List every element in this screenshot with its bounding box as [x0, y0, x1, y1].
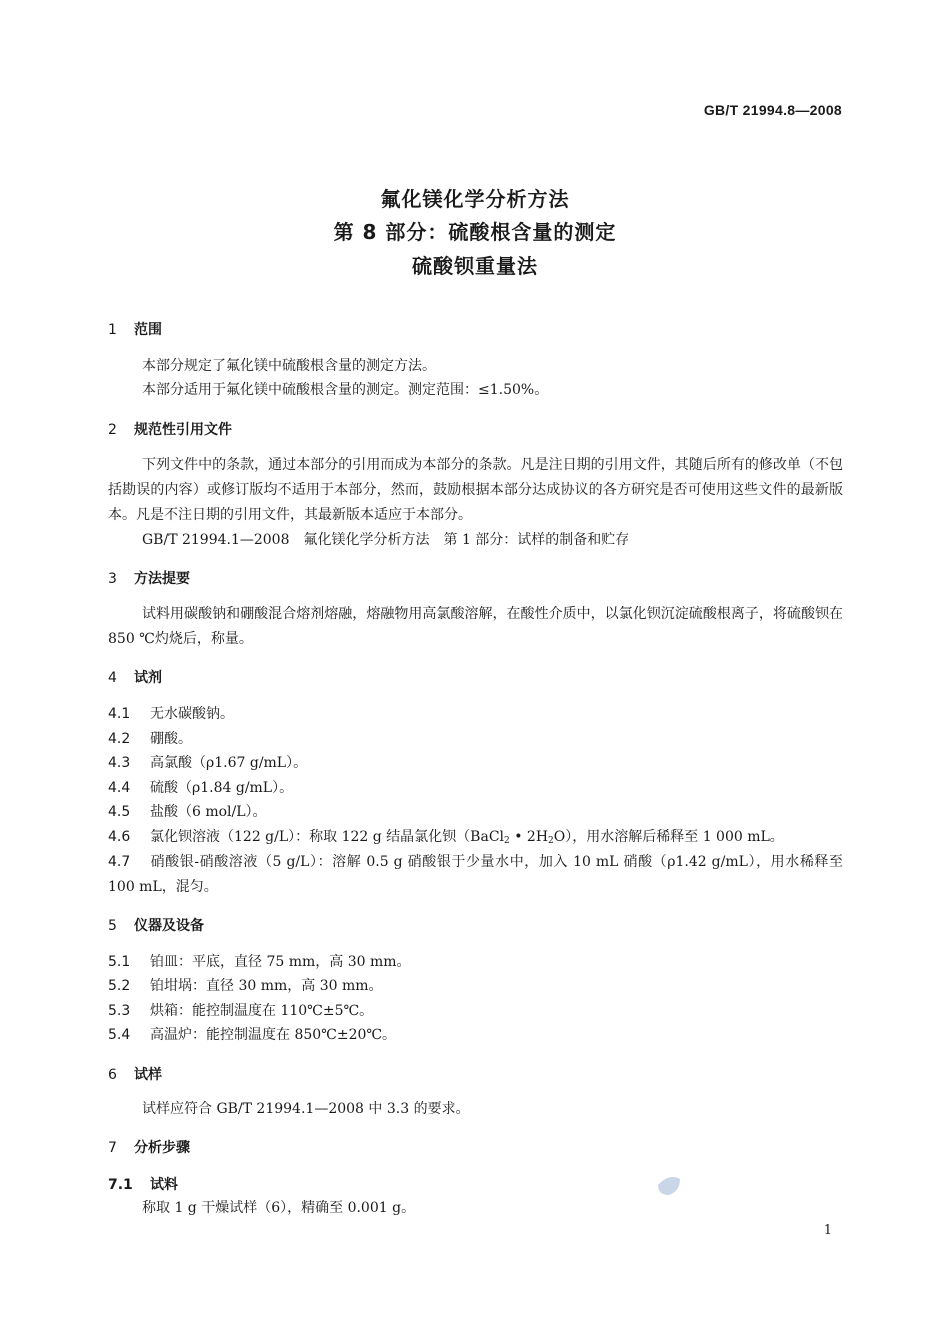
section-number: 2 [108, 422, 117, 438]
s7-1-paragraph-1: 称取 1 g 干燥试样（6），精确至 0.001 g。 [142, 1200, 416, 1216]
item-text-c: O），用水溶解后稀释至 1 000 mL。 [553, 829, 784, 845]
section-title: 规范性引用文件 [134, 422, 232, 438]
doc-title-line3: 硫酸钡重量法 [412, 254, 538, 278]
item-number: 4.5 [108, 804, 131, 820]
section-title: 范围 [134, 322, 162, 338]
list-item [108, 999, 843, 1024]
section-6-heading [108, 1064, 162, 1084]
s3-paragraph-1: 试料用碳酸钠和硼酸混合熔剂熔融，熔融物用高氯酸溶解，在酸性介质中，以氯化钡沉淀硫酸根离子，将硫酸钡在 850 ℃灼烧后，称量。 [108, 606, 843, 647]
item-number: 4.7 [108, 854, 131, 870]
subsection-title: 试料 [150, 1177, 178, 1193]
item-text: 硝酸银-硝酸溶液（5 g/L）：溶解 0.5 g 硝酸银于少量水中，加入 10 mL 硝酸（ρ1.42 g/mL），用水稀释至 100 mL，混匀。 [108, 854, 843, 895]
doc-title-line1: 氟化镁化学分析方法 [380, 187, 570, 211]
item-number: 4.2 [108, 731, 131, 747]
item-number: 4.6 [108, 829, 131, 845]
section-title: 试剂 [134, 670, 162, 686]
list-item [108, 702, 843, 727]
item-text: 盐酸（6 mol/L）。 [150, 804, 267, 820]
section-title: 试样 [134, 1067, 162, 1083]
s6-paragraph-1: 试样应符合 GB/T 21994.1—2008 中 3.3 的要求。 [142, 1101, 470, 1117]
s1-paragraph-1: 本部分规定了氟化镁中硫酸根含量的测定方法。 [142, 358, 436, 374]
list-item [108, 776, 843, 801]
section-4-heading [108, 667, 162, 687]
standard-code: GB/T 21994.8—2008 [703, 102, 842, 118]
section-5-heading [108, 915, 204, 935]
item-number: 5.2 [108, 978, 131, 994]
item-text: 铂皿：平底，直径 75 mm，高 30 mm。 [150, 954, 411, 970]
item-text: 无水碳酸钠。 [150, 706, 234, 722]
section-1-heading [108, 319, 162, 339]
item-text: 高氯酸（ρ1.67 g/mL）。 [150, 755, 308, 771]
section-2-heading [108, 419, 232, 439]
item-number: 5.1 [108, 954, 131, 970]
section-number: 6 [108, 1067, 117, 1083]
list-item [108, 1023, 843, 1048]
section-7-heading [108, 1137, 190, 1157]
item-text: 烘箱：能控制温度在 110℃±5℃。 [150, 1003, 374, 1019]
item-text-a: 氯化钡溶液（122 g/L）：称取 122 g 结晶氯化钡（BaCl [150, 829, 505, 845]
s2-reference: GB/T 21994.1—2008 氟化镁化学分析方法 第 1 部分：试样的制备和贮存 [142, 532, 630, 548]
list-item [108, 850, 843, 900]
subsection-number: 7.1 [108, 1177, 133, 1193]
page-number: 1 [823, 1223, 832, 1238]
section-title: 方法提要 [134, 571, 190, 587]
list-item [108, 974, 843, 999]
section-3-heading [108, 568, 190, 588]
item-number: 5.4 [108, 1027, 131, 1043]
list-item [108, 800, 843, 825]
item-text: 铂坩埚：直径 30 mm，高 30 mm。 [150, 978, 383, 994]
subscript: 2 [504, 836, 510, 846]
item-text: 硫酸（ρ1.84 g/mL）。 [150, 780, 294, 796]
s2-paragraph-1: 下列文件中的条款，通过本部分的引用而成为本部分的条款。凡是注日期的引用文件，其随后所有的修改单（不包括勘误的内容）或修订版均不适用于本部分，然而，鼓励根据本部分达成协议的各方研究是否可使用这些文件的最新版本。凡是不注日期的引用文件，其最新版本适应于本部分。 [108, 457, 843, 523]
section-number: 3 [108, 571, 117, 587]
section-number: 5 [108, 918, 117, 934]
list-item [108, 751, 843, 776]
section-number: 4 [108, 670, 117, 686]
item-number: 5.3 [108, 1003, 131, 1019]
item-text: 高温炉：能控制温度在 850℃±20℃。 [150, 1027, 397, 1043]
item-number: 4.3 [108, 755, 131, 771]
item-text-b: • 2H [509, 829, 549, 845]
section-title: 仪器及设备 [134, 918, 204, 934]
section-number: 1 [108, 322, 117, 338]
list-item [108, 727, 843, 752]
item-text: 硼酸。 [150, 731, 192, 747]
subsection-7-1-heading [108, 1174, 178, 1194]
item-number: 4.4 [108, 780, 131, 796]
sac-watermark-icon [656, 1173, 682, 1197]
list-item [108, 950, 843, 975]
section-title: 分析步骤 [134, 1140, 190, 1156]
section-number: 7 [108, 1140, 117, 1156]
subscript: 2 [548, 836, 554, 846]
item-number: 4.1 [108, 706, 131, 722]
s1-paragraph-2: 本部分适用于氟化镁中硫酸根含量的测定。测定范围：≤1.50%。 [142, 382, 549, 398]
doc-title-line2: 第 8 部分：硫酸根含量的测定 [333, 220, 617, 244]
